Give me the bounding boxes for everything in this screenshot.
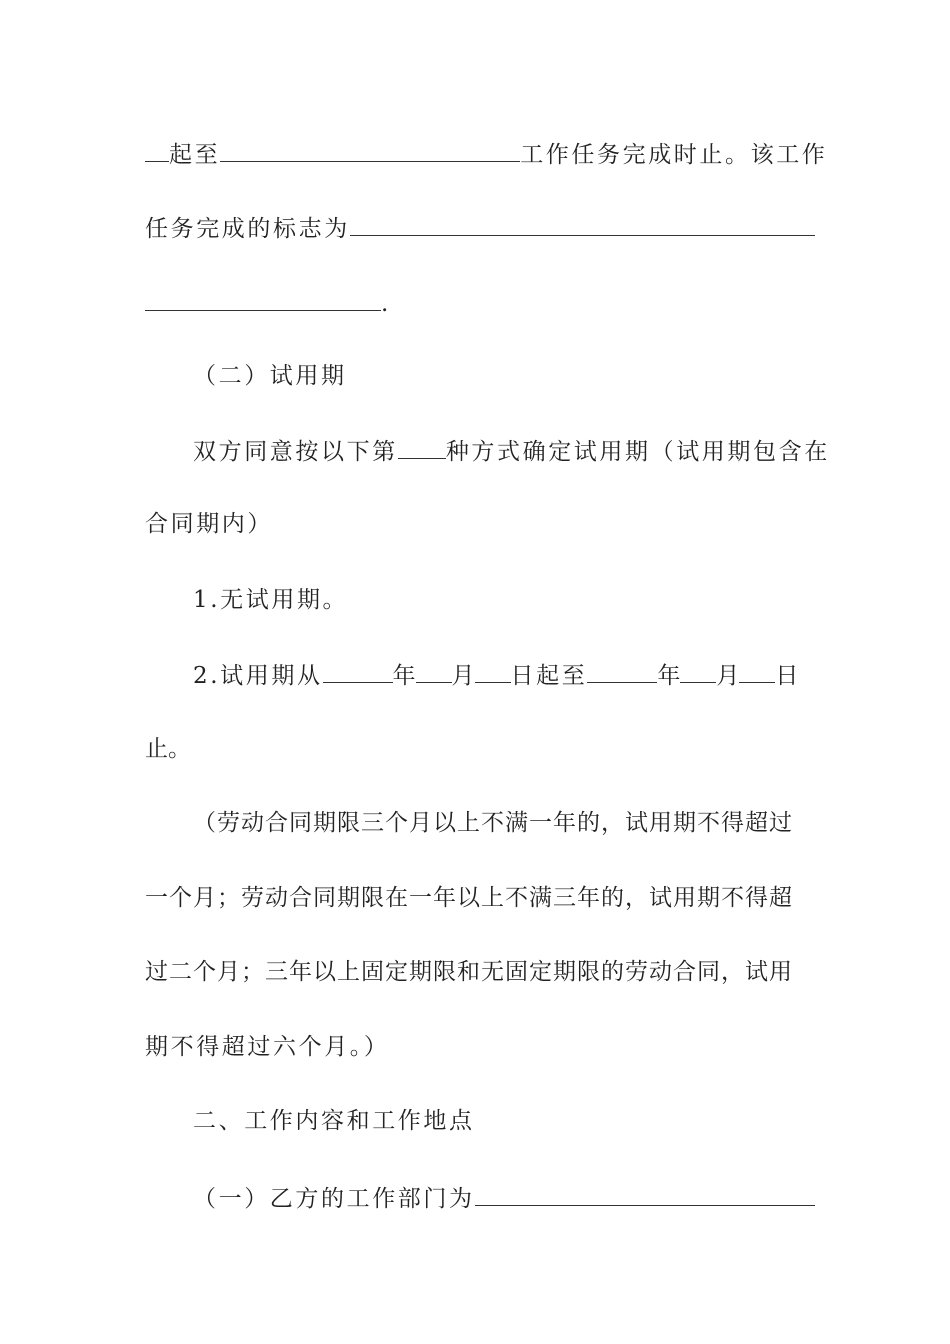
option-2-continued xyxy=(145,733,805,765)
blank-field[interactable] xyxy=(220,137,520,162)
note-line-2 xyxy=(145,882,805,914)
completion-mark-line xyxy=(145,211,805,243)
blank-field[interactable] xyxy=(587,658,657,683)
blank-field[interactable] xyxy=(680,658,716,683)
text-segment: 期不得超过六个月。） xyxy=(145,1034,390,1060)
text-segment: 年 xyxy=(392,663,416,689)
blank-field[interactable] xyxy=(145,286,381,311)
text-segment: 双方同意按以下第 xyxy=(193,439,398,465)
note-line-3 xyxy=(145,956,805,988)
option-2-line xyxy=(145,658,805,690)
text-segment: （劳动合同期限三个月以上不满一年的，试用期不得超过 xyxy=(193,810,793,836)
text-segment: 年 xyxy=(657,663,681,689)
text-segment: 合同期内） xyxy=(145,511,273,537)
blank-field[interactable] xyxy=(350,211,815,236)
text-segment: 月 xyxy=(451,663,475,689)
text-segment: 1.无试用期。 xyxy=(193,587,349,613)
text-segment: 日起至 xyxy=(510,663,588,689)
text-segment: . xyxy=(381,291,389,317)
blank-field[interactable] xyxy=(145,137,169,162)
department-line xyxy=(145,1181,805,1213)
text-segment: （一）乙方的工作部门为 xyxy=(193,1186,475,1212)
blank-field[interactable] xyxy=(475,1181,815,1206)
text-segment: 日 xyxy=(775,663,799,689)
blank-field[interactable] xyxy=(416,658,452,683)
completion-mark-continued-line xyxy=(145,286,805,318)
term-end-line xyxy=(145,137,828,169)
section-2-heading xyxy=(145,1105,805,1137)
blank-field[interactable] xyxy=(398,434,446,459)
probation-intro-line xyxy=(145,434,830,466)
text-segment: 起至 xyxy=(169,142,221,168)
text-segment: 工作任务完成时止。该工作 xyxy=(520,142,828,168)
blank-field[interactable] xyxy=(475,658,511,683)
text-segment: 过二个月；三年以上固定期限和无固定期限的劳动合同，试用 xyxy=(145,959,793,985)
option-1-line xyxy=(145,584,805,616)
note-line-4 xyxy=(145,1031,805,1063)
text-segment: 2.试用期从 xyxy=(193,663,323,689)
note-line-1 xyxy=(145,807,805,839)
text-segment: 种方式确定试用期（试用期包含在 xyxy=(445,439,830,465)
blank-field[interactable] xyxy=(323,658,393,683)
heading-text: （二）试用期 xyxy=(193,363,347,389)
text-segment: 任务完成的标志为 xyxy=(145,216,350,242)
probation-heading xyxy=(145,360,805,392)
blank-field[interactable] xyxy=(739,658,775,683)
heading-text: 二、工作内容和工作地点 xyxy=(193,1108,475,1134)
probation-intro-continued xyxy=(145,508,805,540)
text-segment: 月 xyxy=(716,663,740,689)
text-segment: 一个月；劳动合同期限在一年以上不满三年的，试用期不得超 xyxy=(145,885,793,911)
text-segment: 止。 xyxy=(145,736,191,762)
